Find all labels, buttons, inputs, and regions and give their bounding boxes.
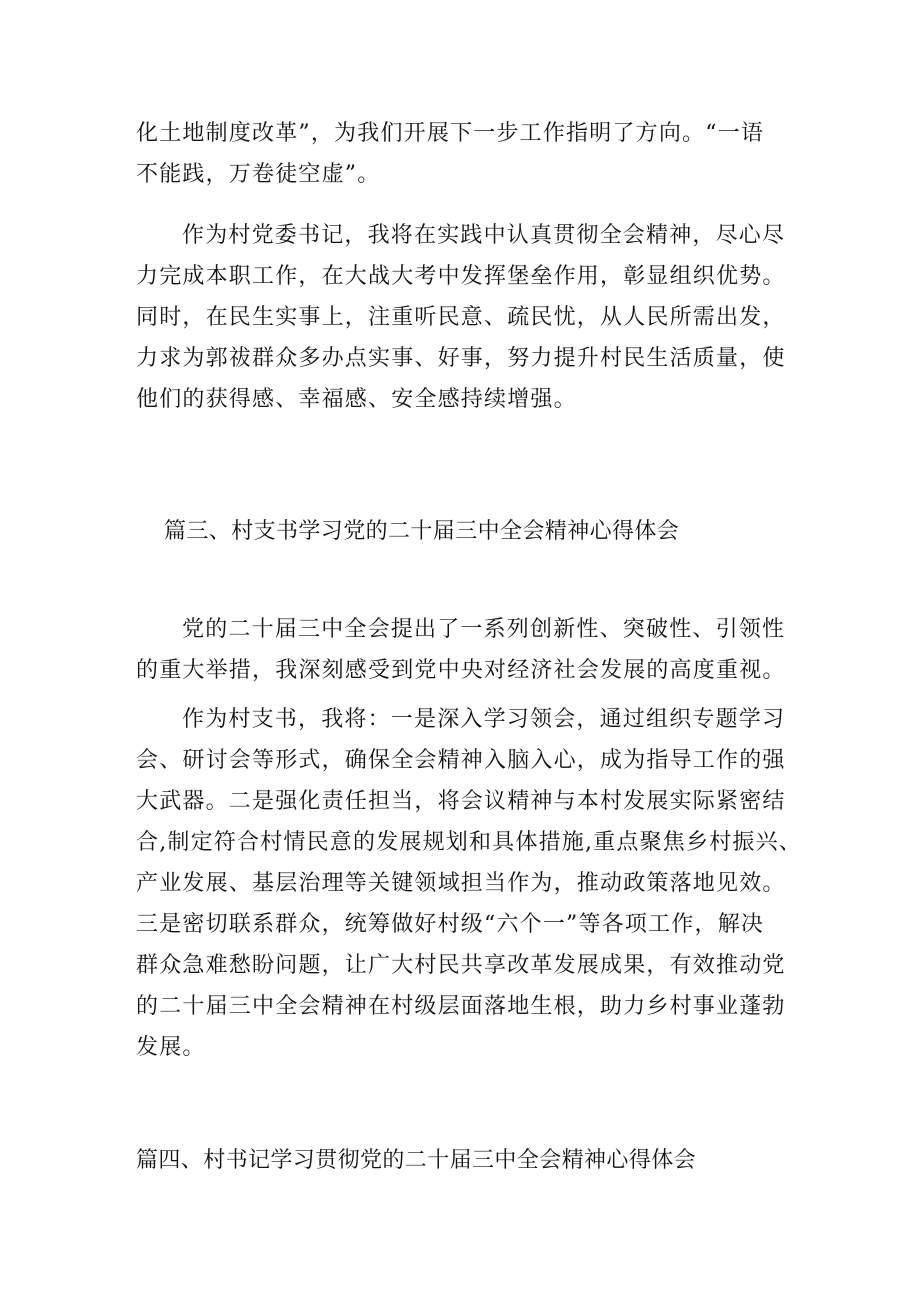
paragraph-line: 三是密切联系群众，统筹做好村级“六个一”等各项工作，解决 <box>136 912 765 937</box>
paragraph-line: 合,制定符合村情民意的发展规划和具体措施,重点聚焦乡村振兴、 <box>136 830 802 855</box>
paragraph-line: 产业发展、基层治理等关键领域担当作为，推动政策落地见效。 <box>136 871 786 896</box>
paragraph-line: 作为村党委书记，我将在实践中认真贯彻全会精神，尽心尽 <box>182 223 786 248</box>
paragraph-line: 的二十届三中全会精神在村级层面落地生根，助力乡村事业蓬勃 <box>136 994 786 1019</box>
paragraph-line: 力求为郭祓群众多办点实事、好事，努力提升村民生活质量，使 <box>136 346 786 371</box>
paragraph-line: 力完成本职工作，在大战大考中发挥堡垒作用，彰显组织优势。 <box>136 264 786 289</box>
paragraph-line: 发展。 <box>136 1035 206 1060</box>
paragraph-line: 化土地制度改革”，为我们开展下一步工作指明了方向。“一语 <box>136 121 765 146</box>
paragraph-line: 党的二十届三中全会提出了一系列创新性、突破性、引领性 <box>182 617 786 642</box>
paragraph-line: 不能践，万卷徒空虚”。 <box>136 162 381 187</box>
paragraph-1 <box>136 113 796 195</box>
paragraph-line: 会、研讨会等形式，确保全会精神入脑入心，成为指导工作的强 <box>136 748 786 773</box>
paragraph-line: 同时，在民生实事上，注重听民意、疏民忧，从人民所需出发， <box>136 305 786 330</box>
paragraph-line: 他们的获得感、幸福感、安全感持续增强。 <box>136 387 577 412</box>
section-heading-4: 篇四、村书记学习贯彻党的二十届三中全会精神心得体会 <box>136 1148 697 1173</box>
paragraph-line: 大武器。二是强化责任担当，将会议精神与本村发展实际紧密结 <box>136 789 786 814</box>
paragraph-line: 作为村支书，我将：一是深入学习领会，通过组织专题学习 <box>182 707 786 732</box>
paragraph-2 <box>136 215 796 420</box>
section-heading-3: 篇三、村支书学习党的二十届三中全会精神心得体会 <box>164 519 680 544</box>
paragraph-4 <box>136 699 802 1068</box>
paragraph-line: 群众急难愁盼问题，让广大村民共享改革发展成果，有效推动党 <box>136 953 786 978</box>
paragraph-line: 的重大举措，我深刻感受到党中央对经济社会发展的高度重视。 <box>136 658 786 683</box>
paragraph-3 <box>136 609 796 691</box>
